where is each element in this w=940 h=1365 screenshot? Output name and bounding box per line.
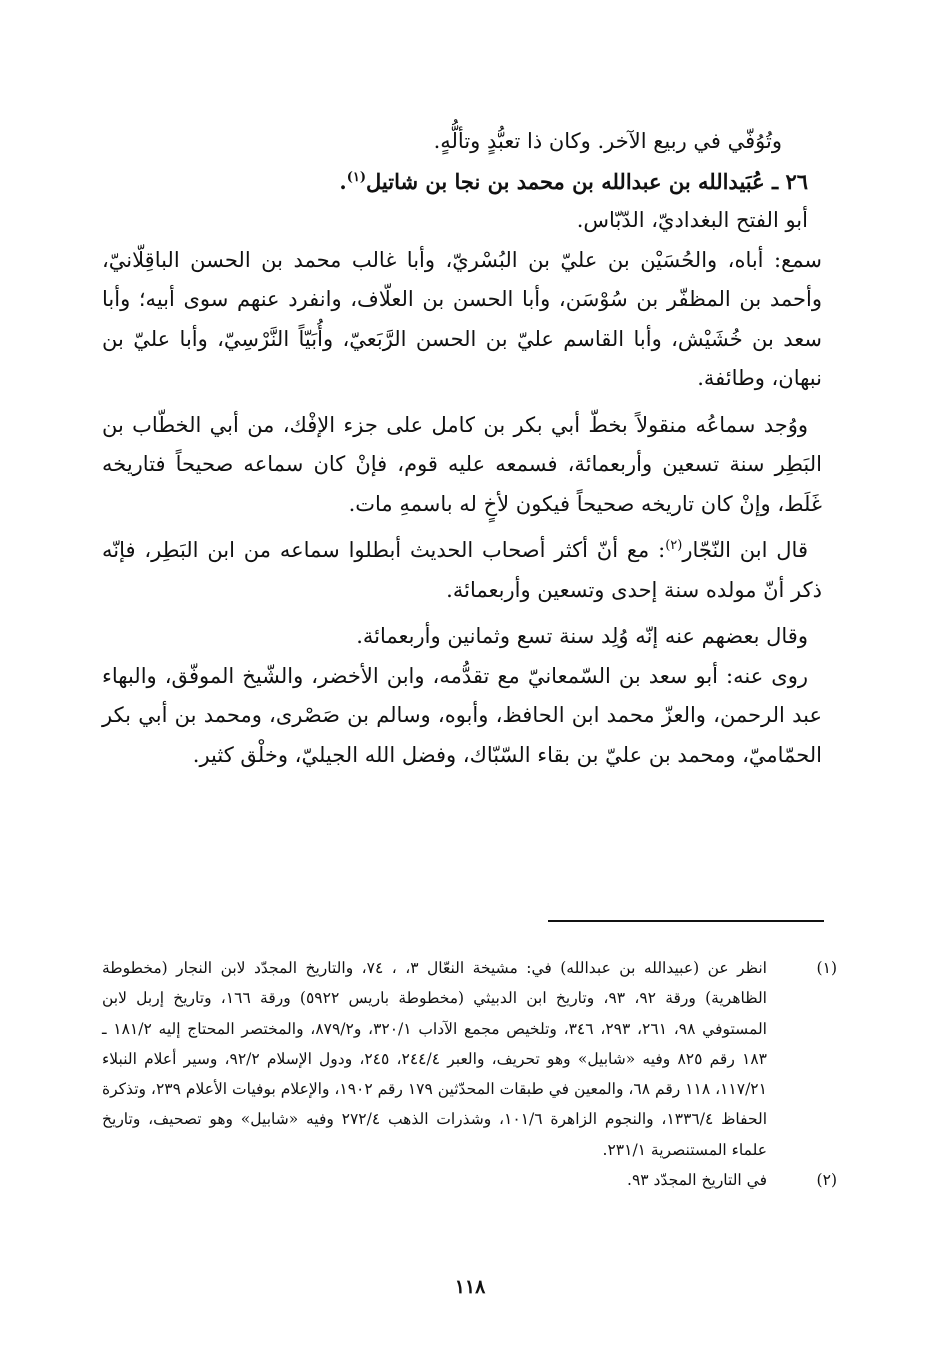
footnote-text: انظر عن (عبيدالله بن عبدالله) في: مشيخة النعّال ٣، ، ٧٤، والتاريخ المجدّد لابن النجار (مخطوطة الظاهرية) ورقة ٩٢، ٩٣، وتاريخ ابن الدبيثي (مخطوطة باريس ٥٩٢٢) ورقة ١٦٦، وتاريخ إربل لابن المستوفي ٩٨، ٢٦١، ٢٩٣، ٣٤٦، وتلخيص مجمع الآداب ٣٢٠/١، و٨٧٩/٢، والمختصر المحتاج إليه ١٨١/٢ ـ ١٨٣ رقم ٨٢٥ وفيه «شابيل» وهو تحريف، والعبر ٢٤٤/٤، ٢٤٥، ودول الإسلام ٩٢/٢، وسير أعلام النبلاء ١١٧/٢١، ١١٨ رقم ٦٨، والمعين في طبقات المحدّثين ١٧٩ رقم ١٩٠٢، والإعلام بوفيات الأعلام ٢٣٩، وتذكرة الحفاظ ١٣٣٦/٤، والنجوم الزاهرة ١٠١/٦، وشذرات الذهب ٢٧٢/٤ وفيه «شابيل» وهو تصحيف، وتاريخ علماء المستنصرية ٢٣١/١. bbox=[102, 959, 768, 1159]
ibn-najjar-paragraph bbox=[102, 531, 822, 610]
hearing-paragraph: ووُجد سماعُه منقولاً بخطّ أبي بكر بن كامل على جزء الإفْك، من أبي الخطّاب بن البَطِر سنة تسعين وأربعمائة، فسمعه عليه قوم، فإنْ كان سماعه صحيحاً فتاريخه غَلَط، وإنْ كان تاريخه صحيحاً فيكون لأخٍ له باسمهِ مات. bbox=[102, 412, 822, 516]
ibn-najjar-quote: : مع أنّ أكثر أصحاب الحديث أبطلوا سماعه من ابن البَطِر، فإنّه ذكر أنّ مولده سنة إحدى وتسعين وأربعمائة. bbox=[102, 538, 822, 602]
ibn-najjar-lead: قال ابن النّجّار bbox=[682, 538, 808, 562]
kunya-line: أبو الفتح البغداديّ، الدّبّاس. bbox=[576, 208, 808, 232]
entry-title-end: . bbox=[339, 168, 347, 194]
teachers-paragraph: سمع: أباه، والحُسَيْن بن عليّ بن البُسْريّ، وأبا غالب محمد بن الحسن الباقِلّانيّ، وأحمد بن المظفّر بن سُوْسَن، وأبا الحسن بن العلّاف، وانفرد عنهم سوى أبيه؛ وأبا سعد بن خُشَيْش، وأبا القاسم عليّ بن الحسن الرَّبَعيّ، وأُبَيّاً النَّرْسِيّ، وأبا عليّ بن نبهان، وطائفة. bbox=[102, 247, 822, 390]
footnote-separator bbox=[548, 920, 824, 922]
birth-paragraph: وقال بعضهم عنه إنّه وُلِد سنة تسع وثمانين وأربعمائة. bbox=[356, 624, 808, 648]
footnote-ref-2[interactable]: (٢) bbox=[665, 538, 683, 553]
footnote-number: (١) bbox=[816, 959, 837, 977]
entry-heading bbox=[102, 162, 822, 202]
entry-title: ٢٦ ـ عُبَيدالله بن عبدالله بن محمد بن نجا بن شاتيل bbox=[366, 168, 808, 194]
page-number: ١١٨ bbox=[454, 1276, 486, 1298]
footnotes bbox=[102, 953, 837, 1195]
students-paragraph: روى عنه: أبو سعد بن السّمعانيّ مع تقدُّمه، وابن الأخضر، والشّيخ الموفّق، والبهاء عبد الرحمن، والعزّ محمد ابن الحافظ، وأبوه، وسالم بن صَصْرى، ومحمد بن أبي بكر الحمّاميّ، ومحمد بن عليّ بن بقاء السّبّاك، وفضل الله الجيليّ، وخلْق كثير. bbox=[102, 663, 822, 767]
footnote-text: في التاريخ المجدّد ٩٣. bbox=[627, 1171, 767, 1190]
footnote-ref-1[interactable]: (١) bbox=[346, 169, 366, 185]
closing-line-previous-entry: وتُوُفّي في ربيع الآخر. وكان ذا تعبُّدٍ وتألُّهٍ. bbox=[433, 129, 782, 153]
footnote-1 bbox=[102, 953, 837, 1165]
main-text bbox=[102, 122, 822, 775]
footnote-number: (٢) bbox=[816, 1171, 837, 1190]
footnote-2 bbox=[102, 1165, 837, 1195]
